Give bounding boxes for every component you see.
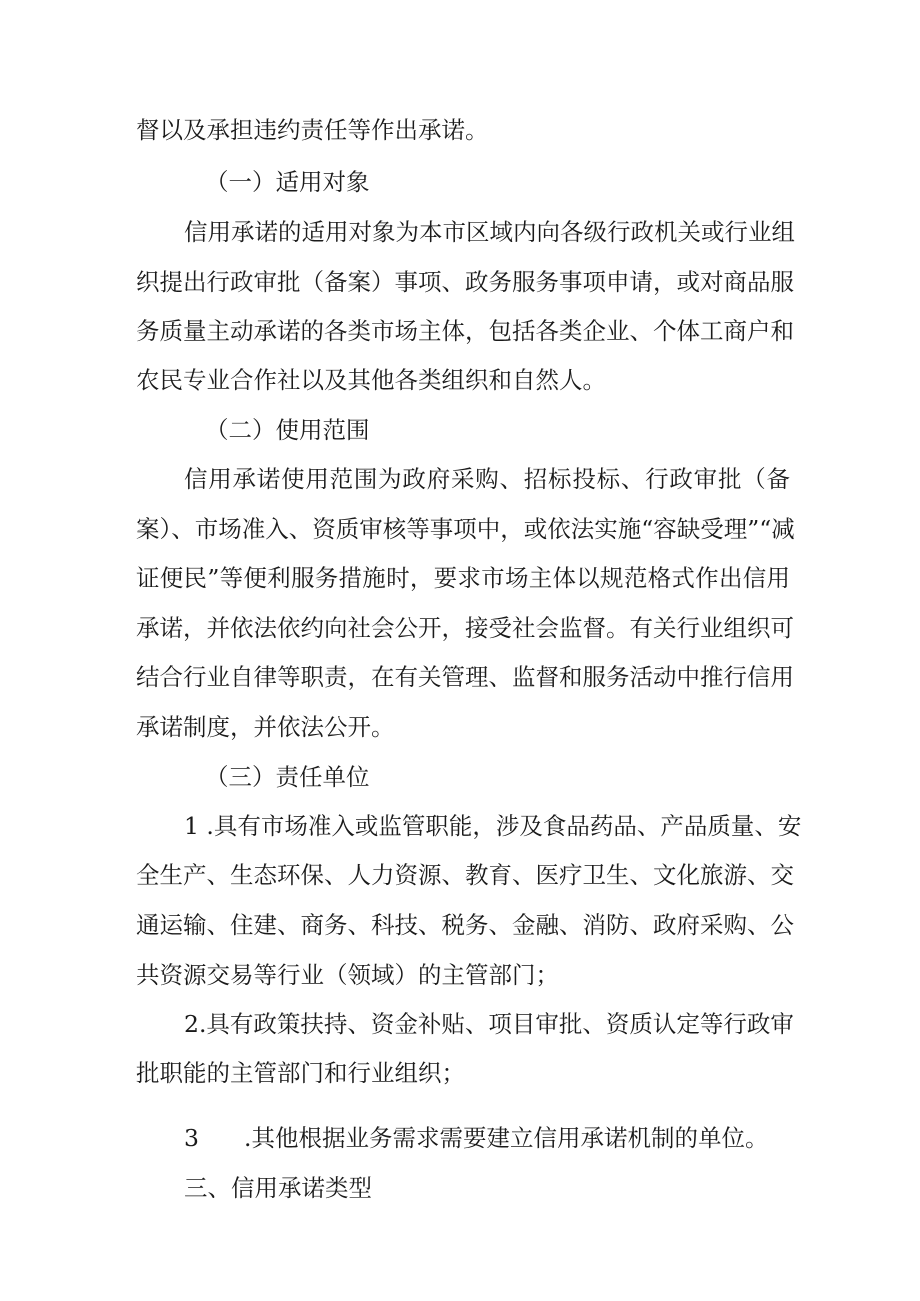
list-item-1-line: 通运输、住建、商务、科技、税务、金融、消防、政府采购、公 [136,911,794,939]
list-item-2-line: 批职能的主管部门和行业组织； [136,1059,465,1087]
paragraph-scope-line: 信用承诺使用范围为政府采购、招标投标、行政审批（备 [184,465,790,493]
paragraph-applicable-objects-line: 信用承诺的适用对象为本市区域内向各级行政机关或行业组 [184,218,795,246]
section-heading-credit-commitment-types: 三、信用承诺类型 [184,1174,372,1202]
paragraph-scope-line: 结合行业自律等职责，在有关管理、监督和服务活动中推行信用 [136,663,794,691]
paragraph-continuation: 督以及承担违约责任等作出承诺。 [136,116,489,144]
list-item-3-text: .其他根据业务需求需要建立信用承诺机制的单位。 [244,1124,769,1152]
list-item-3 [184,1118,768,1158]
paragraph-scope-line: 证便民”等便利服务措施时，要求市场主体以规范格式作出信用 [136,564,790,592]
paragraph-scope-line: 承诺制度，并依法公开。 [136,713,395,741]
paragraph-applicable-objects-line: 农民专业合作社以及其他各类组织和自然人。 [136,366,606,394]
subheading-applicable-objects: （一）适用对象 [205,168,370,196]
list-item-2-line: 2.具有政策扶持、资金补贴、项目审批、资质认定等行政审 [184,1010,794,1038]
paragraph-applicable-objects-line: 务质量主动承诺的各类市场主体，包括各类企业、个体工商户和 [136,317,794,345]
paragraph-scope-line: 承诺，并依法依约向社会公开，接受社会监督。有关行业组织可 [136,614,794,642]
list-item-3-number: 3 [184,1124,199,1152]
subheading-scope-of-use: （二）使用范围 [205,416,370,444]
paragraph-applicable-objects-line: 织提出行政审批（备案）事项、政务服务事项申请，或对商品服 [136,268,794,296]
list-item-1-line: 共资源交易等行业（领域）的主管部门； [136,961,559,989]
list-item-1-line: 全生产、生态环保、人力资源、教育、医疗卫生、文化旅游、交 [136,861,794,889]
list-item-1-line: 1 .具有市场准入或监管职能，涉及食品药品、产品质量、安 [184,812,802,840]
paragraph-scope-line: 案）、市场准入、资质审核等事项中，或依法实施“容缺受理”“减 [136,515,795,543]
subheading-responsible-units: （三）责任单位 [205,763,370,791]
